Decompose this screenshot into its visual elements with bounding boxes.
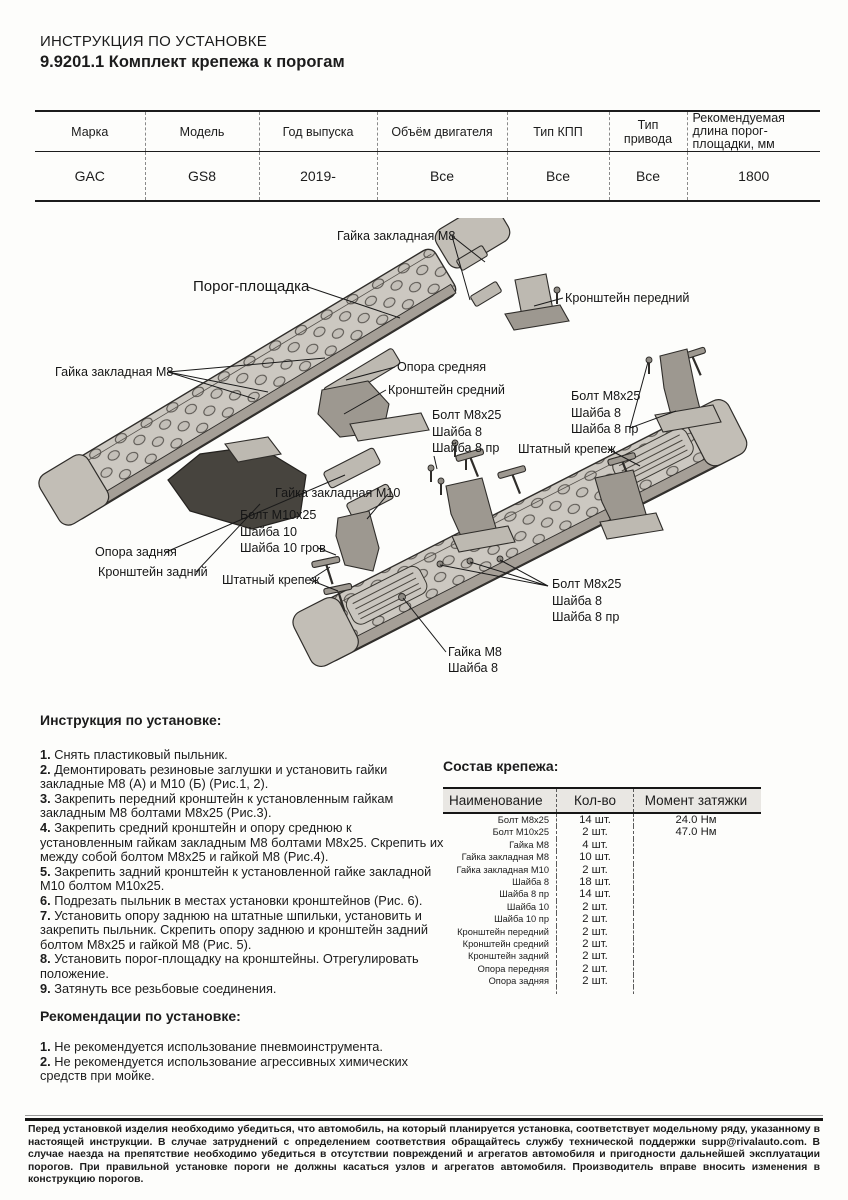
label-support-middle: Опора средняя xyxy=(397,360,487,374)
vehicle-table-header-row xyxy=(35,111,820,152)
hw-torque xyxy=(634,851,758,863)
hardware-row xyxy=(443,963,761,975)
hardware-row xyxy=(443,975,761,987)
label-nut-m8-plain: Гайка М8 xyxy=(448,645,502,659)
assembly-diagram xyxy=(0,218,848,686)
label-bolt-m8-bottom: Болт М8х25 xyxy=(552,577,622,591)
recommendations-heading: Рекомендации по установке: xyxy=(40,1008,241,1024)
hw-qty: 2 шт. xyxy=(556,938,634,950)
front-bracket xyxy=(505,274,569,330)
hw-torque xyxy=(634,975,758,987)
label-washer8-nut: Шайба 8 xyxy=(448,661,499,675)
hardware-row xyxy=(443,888,761,900)
hardware-row xyxy=(443,876,761,888)
instruction-step xyxy=(40,763,447,792)
hw-qty: 2 шт. xyxy=(556,950,634,962)
hw-name: Кронштейн передний xyxy=(457,926,549,937)
step-number: 7. xyxy=(40,907,51,923)
hardware-kit-section xyxy=(443,758,761,994)
step-number: 1. xyxy=(40,747,51,762)
hw-torque xyxy=(634,913,758,925)
step-text: Демонтировать резиновые заглушки и установить гайки закладные М8 (А) и М10 (Б) (Рис.1, 2). xyxy=(40,761,388,792)
hw-torque: 24.0 Нм xyxy=(675,814,717,826)
hw-name: Гайка закладная М8 xyxy=(461,852,549,863)
label-washer10grov: Шайба 10 гров xyxy=(240,541,326,555)
rec-number: 1. xyxy=(40,1039,51,1054)
hardware-row xyxy=(443,839,761,851)
hw-qty: 2 шт. xyxy=(556,926,634,938)
label-support-rear: Опора задняя xyxy=(95,545,177,559)
hw-name: Болт М8х25 xyxy=(497,815,549,825)
hw-col-torque: Момент затяжки xyxy=(644,793,748,808)
label-washer8pr-right: Шайба 8 пр xyxy=(571,422,639,436)
instruction-step xyxy=(40,952,447,981)
hw-qty: 14 шт. xyxy=(556,814,634,826)
label-step-board: Порог-площадка xyxy=(193,278,310,295)
label-oem-fastener-right: Штатный крепеж xyxy=(518,442,616,456)
footer-disclaimer: Перед установкой изделия необходимо убедиться, что автомобиль, на который планируется установка, соответствует модельному ряду, указанному в настоящей инструкции. В случае затруднений с определением соответствия обращайтесь службу технической поддержки supp@rivalauto.com. В случае наезда на препятствие необходимо убедиться в отсутствии повреждений и агрегатов автомобиля и пригодности дальнейшей эксплуатации порогов. При правильной установке пороги не должны касаться узлов и агрегатов автомобиля. Производитель вправе вносить изменения в конструкцию порогов. xyxy=(28,1124,820,1186)
step-number: 3. xyxy=(40,790,51,806)
hardware-row xyxy=(443,938,761,950)
instruction-step xyxy=(40,894,447,909)
board2-front-bracket xyxy=(646,347,721,432)
rec-text: Не рекомендуется использование пневмоинструмента. xyxy=(54,1039,383,1054)
hw-name: Шайба 8 xyxy=(512,876,549,887)
label-washer8-center: Шайба 8 xyxy=(432,425,483,439)
vehicle-fitment-table xyxy=(35,110,820,202)
step-number: 9. xyxy=(40,980,51,996)
hardware-row xyxy=(443,926,761,938)
hardware-row xyxy=(443,950,761,962)
hw-qty: 2 шт. xyxy=(556,901,634,913)
hw-name: Кронштейн средний xyxy=(462,938,549,949)
hw-qty: 2 шт. xyxy=(556,963,634,975)
hw-name: Шайба 10 пр xyxy=(494,914,549,925)
label-washer8pr-bottom: Шайба 8 пр xyxy=(552,610,620,624)
label-washer8-bottom: Шайба 8 xyxy=(552,594,603,608)
vehicle-table-value-row xyxy=(35,152,820,202)
col-header-year: Год выпуска xyxy=(259,111,377,152)
step-text: Закрепить задний кронштейн к установленной гайке закладной М10 болтом М10х25. xyxy=(40,863,432,894)
instruction-step xyxy=(40,909,447,953)
bolt-head xyxy=(437,561,443,567)
hardware-row xyxy=(443,826,761,838)
hw-qty: 2 шт. xyxy=(556,864,634,876)
hw-qty: 2 шт. xyxy=(556,975,634,987)
col-header-drive: Тип привода xyxy=(609,111,687,152)
hw-qty: 18 шт. xyxy=(556,876,634,888)
hardware-heading: Состав крепежа: xyxy=(443,758,559,774)
rec-text: Не рекомендуется использование агрессивных химических средств при мойке. xyxy=(40,1053,409,1084)
hw-qty: 2 шт. xyxy=(556,826,634,838)
hw-col-qty: Кол-во xyxy=(556,789,634,812)
hw-name: Гайка закладная М10 xyxy=(456,864,549,875)
step-text: Закрепить передний кронштейн к установленным гайкам закладным М8 болтами М8х25 (Рис.3). xyxy=(40,790,394,821)
col-header-model: Модель xyxy=(145,111,259,152)
label-oem-fastener-left: Штатный крепеж xyxy=(222,573,320,587)
rivet-nut-plate-m8 xyxy=(470,281,502,307)
hw-torque xyxy=(634,864,758,876)
year-value: 2019- xyxy=(259,152,377,202)
instructions-heading: Инструкция по установке: xyxy=(40,712,222,728)
hw-name: Опора задняя xyxy=(488,976,549,987)
hw-name: Болт М10х25 xyxy=(492,827,549,838)
hw-torque xyxy=(634,839,758,851)
col-header-engine: Объём двигателя xyxy=(377,111,507,152)
label-washer10: Шайба 10 xyxy=(240,525,298,539)
hw-torque xyxy=(634,888,758,900)
label-bracket-middle: Кронштейн средний xyxy=(388,383,505,397)
hardware-row xyxy=(443,814,761,826)
label-nut-m8-left: Гайка закладная М8 xyxy=(55,365,174,379)
hw-name: Гайка М8 xyxy=(509,839,549,850)
step-text: Установить порог-площадку на кронштейны. Отрегулировать положение. xyxy=(40,951,419,981)
hardware-table-header xyxy=(443,787,761,814)
rear-support-plate xyxy=(323,447,381,488)
label-bolt-m10: Болт М10х25 xyxy=(240,508,317,522)
hw-torque: 47.0 Нм xyxy=(675,826,717,839)
step-number: 4. xyxy=(40,819,51,835)
engine-value: Все xyxy=(377,152,507,202)
label-bolt-m8-center: Болт М8х25 xyxy=(432,408,502,422)
step-number: 6. xyxy=(40,892,51,908)
hw-torque xyxy=(634,926,758,938)
step-text: Снять пластиковый пыльник. xyxy=(54,747,228,762)
step-number: 8. xyxy=(40,951,51,967)
instruction-step xyxy=(40,748,447,763)
hardware-row xyxy=(443,901,761,913)
rec-number: 2. xyxy=(40,1053,51,1069)
instruction-step xyxy=(40,865,447,894)
hw-torque xyxy=(634,950,758,962)
hardware-row xyxy=(443,851,761,863)
hw-name: Шайба 10 xyxy=(506,901,549,912)
hardware-row xyxy=(443,864,761,876)
instruction-step xyxy=(40,821,447,865)
step-text: Затянуть все резьбовые соединения. xyxy=(54,980,277,996)
recommendation-item xyxy=(40,1040,447,1055)
label-bolt-m8-right: Болт М8х25 xyxy=(571,389,641,403)
step-number: 5. xyxy=(40,863,51,879)
label-nut-m10: Гайка закладная М10 xyxy=(275,486,401,500)
hw-name: Шайба 8 пр xyxy=(499,889,549,900)
footer-rule xyxy=(25,1115,823,1121)
installation-instructions xyxy=(40,712,447,996)
recommendations-section xyxy=(40,1008,447,1084)
hw-torque xyxy=(634,901,758,913)
label-bracket-rear: Кронштейн задний xyxy=(98,565,208,579)
step-text: Подрезать пыльник в местах установки кронштейнов (Рис. 6). xyxy=(54,892,423,908)
instruction-step xyxy=(40,982,447,997)
col-header-gearbox: Тип КПП xyxy=(507,111,609,152)
step-text: Установить опору заднюю на штатные шпильки, установить и закрепить пыльник. Скрепить опору заднюю и кронштейн задний болтом М8х25 и гайкой М8 (Рис. 5). xyxy=(40,907,429,952)
step-text: Закрепить средний кронштейн и опору среднюю к установленным гайкам закладным М8 болтами М8х25. Скрепить их между собой болтом М8х25 и гайкой М8 (Рис.4). xyxy=(40,819,444,865)
hardware-table-footer-space xyxy=(443,987,761,994)
hw-torque xyxy=(634,938,758,950)
col-header-brand: Марка xyxy=(35,111,145,152)
hardware-row xyxy=(443,913,761,925)
label-nut-m8-top: Гайка закладная М8 xyxy=(337,229,456,243)
hw-torque xyxy=(634,876,758,888)
model-value: GS8 xyxy=(145,152,259,202)
hw-torque xyxy=(634,963,758,975)
label-bracket-front: Кронштейн передний xyxy=(565,291,690,305)
hw-qty: 2 шт. xyxy=(556,913,634,925)
hw-name: Кронштейн задний xyxy=(468,951,549,962)
step-number: 2. xyxy=(40,761,51,777)
hw-name: Опора передняя xyxy=(477,963,549,974)
gearbox-value: Все xyxy=(507,152,609,202)
document-title: ИНСТРУКЦИЯ ПО УСТАНОВКЕ xyxy=(40,33,267,50)
label-washer8-right: Шайба 8 xyxy=(571,406,622,420)
hw-qty: 10 шт. xyxy=(556,851,634,863)
recommendation-item xyxy=(40,1055,447,1084)
col-header-length: Рекомендуемая длина порог-площадки, мм xyxy=(687,111,820,152)
hw-qty: 4 шт. xyxy=(556,839,634,851)
length-value: 1800 xyxy=(687,152,820,202)
kit-number-title: 9.9201.1 Комплект крепежа к порогам xyxy=(40,53,345,71)
drive-value: Все xyxy=(609,152,687,202)
hw-col-name: Наименование xyxy=(449,793,543,808)
label-washer8pr-center: Шайба 8 пр xyxy=(432,441,500,455)
brand-value: GAC xyxy=(74,168,105,184)
hw-qty: 14 шт. xyxy=(556,888,634,900)
instruction-step xyxy=(40,792,447,821)
